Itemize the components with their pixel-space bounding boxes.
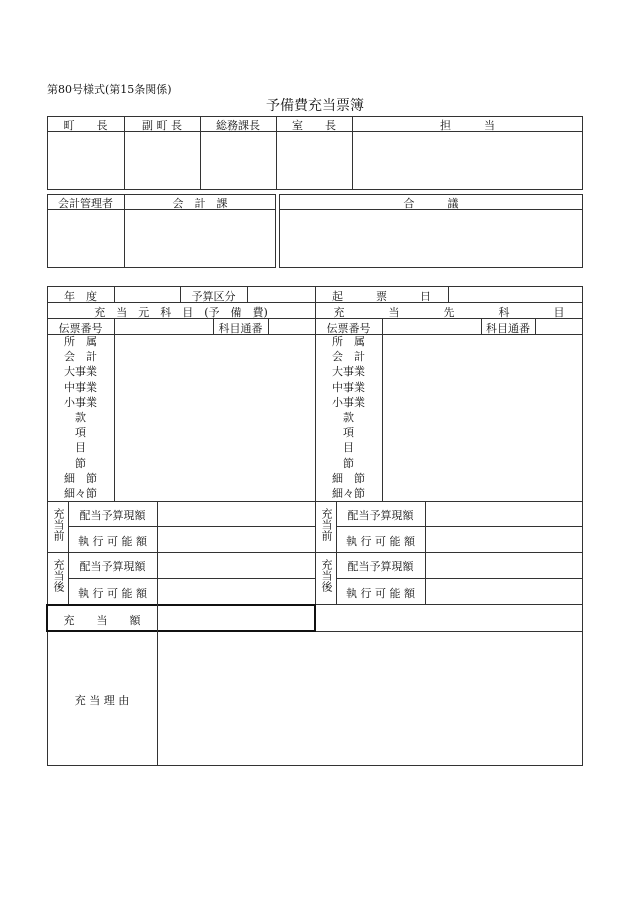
dest-category-item: 細 節 — [332, 471, 365, 485]
approval-mayor-label: 町 長 — [63, 119, 108, 132]
approval-stamp-office-chief[interactable] — [277, 132, 351, 189]
source-subject-serial-field[interactable] — [269, 319, 314, 333]
source-category-item: 所 属 — [64, 335, 97, 348]
source-after-executable-field[interactable] — [158, 579, 314, 603]
source-category-item: 大事業 — [64, 365, 97, 379]
voucher-date-field[interactable] — [449, 287, 582, 301]
amount-label: 充 当 額 — [63, 614, 141, 627]
dest-before-allocated-field[interactable] — [426, 502, 582, 525]
dest-before-allocated-label: 配当予算現額 — [347, 509, 414, 522]
council-label: 合 議 — [403, 197, 459, 210]
accounting-section-label: 会 計 課 — [172, 197, 228, 210]
dest-category-list — [315, 336, 382, 503]
dest-after-allocated-label: 配当予算現額 — [347, 560, 414, 573]
dest-category-item: 目 — [343, 441, 354, 455]
accounting-manager-label: 会計管理者 — [58, 197, 113, 210]
budget-class-field[interactable] — [248, 287, 314, 301]
source-category-item: 細々節 — [64, 486, 97, 500]
dest-after-executable-field[interactable] — [426, 579, 582, 603]
reason-label: 充 当 理 由 — [74, 694, 130, 707]
dest-category-item: 小事業 — [332, 395, 365, 409]
dest-category-values[interactable] — [383, 335, 582, 500]
approval-office-chief-label: 室 長 — [292, 119, 336, 132]
source-before-executable-field[interactable] — [158, 527, 314, 551]
dest-voucher-no-field[interactable] — [383, 319, 480, 333]
source-category-item: 目 — [75, 441, 86, 455]
approval-stamp-deputy[interactable] — [125, 132, 199, 189]
dest-subject-serial-label: 科目通番 — [486, 322, 530, 335]
source-category-item: 中事業 — [64, 380, 97, 394]
approval-stamp-in-charge[interactable] — [353, 132, 582, 189]
source-category-item: 会 計 — [64, 350, 97, 364]
dest-after-executable-label: 執 行 可 能 額 — [346, 587, 415, 600]
dest-before-label: 充当前 — [320, 508, 333, 541]
budget-class-label: 予算区分 — [191, 290, 236, 303]
source-category-list — [47, 336, 114, 503]
source-after-allocated-field[interactable] — [158, 553, 314, 577]
accounting-section-stamp[interactable] — [125, 210, 275, 267]
dest-before-executable-label: 執 行 可 能 額 — [346, 535, 415, 548]
page-title: 予備費充当票簿 — [266, 98, 364, 114]
dest-category-item: 項 — [343, 426, 354, 440]
dest-category-item: 中事業 — [332, 380, 365, 394]
voucher-date-label: 起 票 日 — [332, 290, 431, 303]
source-before-allocated-label: 配当予算現額 — [79, 509, 146, 522]
source-subject-heading: 充 当 元 科 目 (予 備 費) — [94, 306, 268, 319]
reason-field[interactable] — [158, 632, 582, 765]
council-stamp-area[interactable] — [280, 210, 582, 267]
source-subject-serial-label: 科目通番 — [218, 322, 263, 335]
dest-category-item: 所 属 — [332, 335, 365, 348]
approval-deputy-label: 副 町 長 — [142, 119, 182, 132]
dest-category-item: 会 計 — [332, 350, 365, 364]
source-before-executable-label: 執 行 可 能 額 — [78, 535, 147, 548]
source-category-values[interactable] — [115, 335, 314, 500]
source-category-item: 節 — [75, 456, 86, 470]
source-after-executable-label: 執 行 可 能 額 — [78, 587, 147, 600]
dest-subject-serial-field[interactable] — [536, 319, 582, 333]
source-before-label: 充当前 — [52, 508, 65, 541]
dest-category-item: 細々節 — [332, 486, 365, 500]
destination-subject-heading: 充 当 先 科 目 — [333, 306, 565, 319]
source-category-item: 細 節 — [64, 471, 97, 485]
dest-voucher-no-label: 伝票番号 — [326, 322, 371, 335]
fiscal-year-field[interactable] — [115, 287, 179, 301]
source-voucher-no-label: 伝票番号 — [58, 322, 103, 335]
source-after-allocated-label: 配当予算現額 — [79, 560, 146, 573]
source-voucher-no-field[interactable] — [115, 319, 212, 333]
dest-category-item: 大事業 — [332, 365, 365, 379]
fiscal-year-label: 年 度 — [64, 290, 97, 303]
dest-after-label: 充当後 — [320, 559, 333, 592]
source-category-item: 項 — [75, 426, 86, 440]
dest-after-allocated-field[interactable] — [426, 553, 582, 577]
source-category-item: 小事業 — [64, 395, 97, 409]
amount-field[interactable] — [159, 606, 314, 630]
accounting-manager-stamp[interactable] — [48, 210, 123, 267]
dest-before-executable-field[interactable] — [426, 527, 582, 551]
approval-stamp-mayor[interactable] — [48, 132, 123, 189]
approval-in-charge-label: 担 当 — [440, 119, 495, 132]
source-after-label: 充当後 — [52, 559, 65, 592]
source-category-item: 款 — [75, 410, 86, 424]
form-number: 第80号様式(第15条関係) — [47, 83, 172, 96]
approval-general-affairs-label: 総務課長 — [216, 119, 260, 132]
dest-category-item: 款 — [343, 410, 354, 424]
source-before-allocated-field[interactable] — [158, 502, 314, 525]
dest-category-item: 節 — [343, 456, 354, 470]
approval-stamp-general-affairs[interactable] — [201, 132, 275, 189]
